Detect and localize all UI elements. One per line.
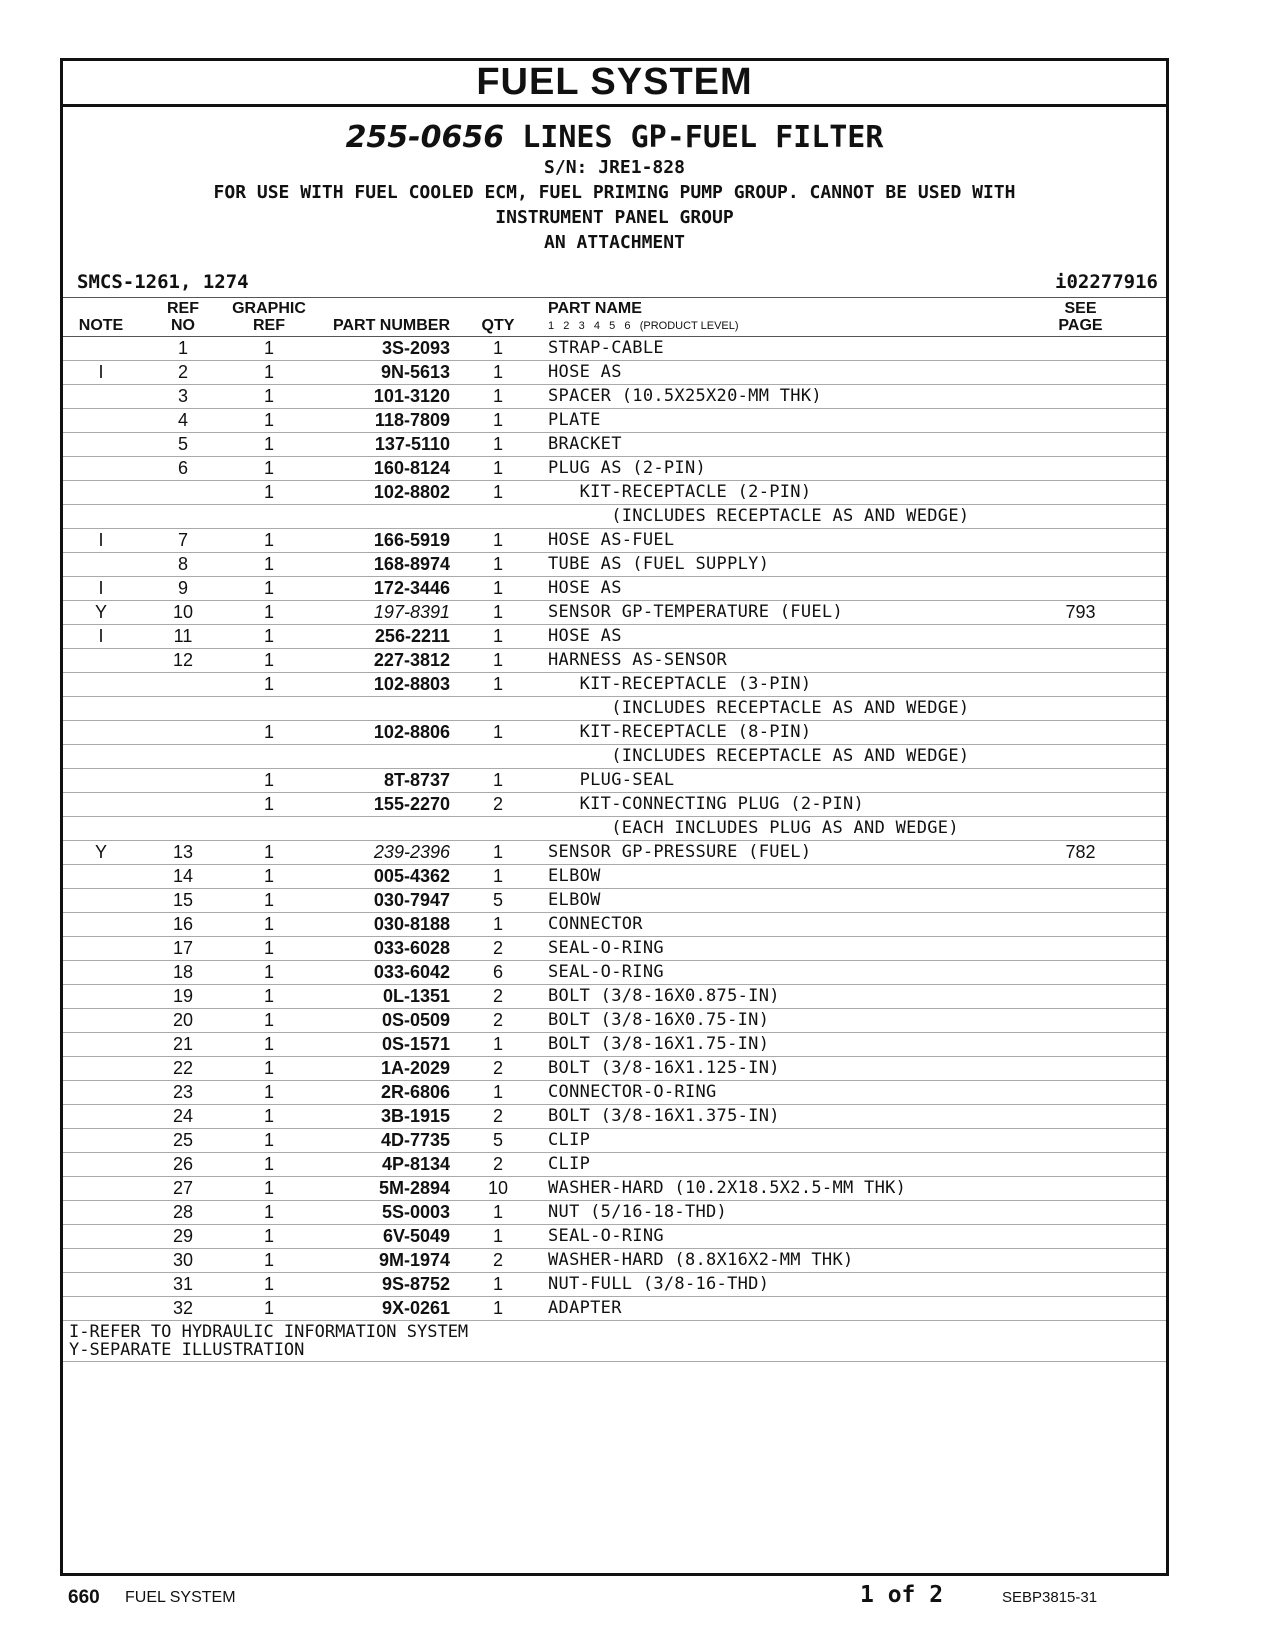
table-row — [63, 1177, 1166, 1201]
group-name: LINES GP-FUEL FILTER — [522, 120, 884, 155]
row-graphic-ref: 1 — [263, 1106, 274, 1126]
description-line-2: INSTRUMENT PANEL GROUP — [495, 207, 734, 228]
row-quantity: 5 — [492, 1130, 503, 1150]
row-part-name: (EACH INCLUDES PLUG AS AND WEDGE) — [548, 818, 959, 838]
row-quantity: 1 — [492, 674, 503, 694]
table-row — [63, 553, 1166, 577]
row-graphic-ref: 1 — [263, 1202, 274, 1222]
row-part-number: 005-4362 — [373, 866, 450, 886]
table-row — [63, 601, 1166, 625]
row-graphic-ref: 1 — [263, 650, 274, 670]
row-graphic-ref: 1 — [263, 1250, 274, 1270]
row-ref-number: 17 — [172, 938, 194, 958]
header-see-bottom: PAGE — [1058, 317, 1103, 334]
row-graphic-ref: 1 — [263, 914, 274, 934]
header-note: NOTE — [78, 317, 124, 334]
table-row — [63, 1105, 1166, 1129]
row-part-name: BOLT (3/8-16X0.75-IN) — [548, 1010, 770, 1030]
row-part-name: BOLT (3/8-16X1.75-IN) — [548, 1034, 770, 1054]
header-part-number: PART NUMBER — [332, 317, 450, 334]
table-row — [63, 793, 1166, 817]
header-ref-bottom: NO — [171, 317, 195, 334]
row-part-number: 168-8974 — [373, 554, 450, 574]
row-quantity: 1 — [492, 482, 503, 502]
row-part-number: 9N-5613 — [380, 362, 450, 382]
row-part-name: TUBE AS (FUEL SUPPLY) — [548, 554, 770, 574]
row-quantity: 1 — [492, 866, 503, 886]
row-part-number: 8T-8737 — [383, 770, 450, 790]
notes-block — [63, 1321, 1166, 1362]
row-note: Y — [94, 842, 107, 862]
row-part-name: SEAL-O-RING — [548, 1226, 664, 1246]
row-part-number: 6V-5049 — [382, 1226, 450, 1246]
row-part-number: 102-8806 — [373, 722, 450, 742]
row-ref-number: 8 — [177, 554, 188, 574]
row-quantity: 1 — [492, 554, 503, 574]
parts-table-body — [63, 337, 1166, 1321]
row-part-name: CONNECTOR — [548, 914, 643, 934]
row-quantity: 2 — [492, 794, 503, 814]
table-row — [63, 361, 1166, 385]
row-graphic-ref: 1 — [263, 722, 274, 742]
row-part-name: ADAPTER — [548, 1298, 622, 1318]
table-row — [63, 649, 1166, 673]
row-note: I — [98, 362, 104, 382]
row-graphic-ref: 1 — [263, 674, 274, 694]
row-part-name: BOLT (3/8-16X1.125-IN) — [548, 1058, 780, 1078]
row-part-name: WASHER-HARD (10.2X18.5X2.5-MM THK) — [548, 1178, 907, 1198]
row-graphic-ref: 1 — [263, 986, 274, 1006]
table-row — [63, 1033, 1166, 1057]
row-part-number: 0L-1351 — [382, 986, 450, 1006]
row-ref-number: 27 — [172, 1178, 194, 1198]
header-ref-top: REF — [167, 300, 199, 317]
row-graphic-ref: 1 — [263, 410, 274, 430]
row-part-number: 3S-2093 — [381, 338, 450, 358]
table-row — [63, 505, 1166, 529]
row-note: I — [98, 578, 104, 598]
row-ref-number: 1 — [177, 338, 188, 358]
row-part-name: WASHER-HARD (8.8X16X2-MM THK) — [548, 1250, 854, 1270]
row-ref-number: 30 — [172, 1250, 194, 1270]
row-ref-number: 4 — [177, 410, 188, 430]
row-quantity: 2 — [492, 1010, 503, 1030]
header-graphic-bottom: REF — [253, 317, 285, 334]
table-row — [63, 1081, 1166, 1105]
row-note: I — [98, 626, 104, 646]
group-title — [63, 121, 1166, 155]
row-see-page: 793 — [1065, 602, 1096, 622]
row-quantity: 1 — [492, 602, 503, 622]
row-ref-number: 15 — [172, 890, 194, 910]
row-ref-number: 31 — [172, 1274, 194, 1294]
row-graphic-ref: 1 — [263, 770, 274, 790]
row-graphic-ref: 1 — [263, 1010, 274, 1030]
row-quantity: 1 — [492, 362, 503, 382]
row-quantity: 5 — [492, 890, 503, 910]
table-row — [63, 1153, 1166, 1177]
row-graphic-ref: 1 — [263, 1034, 274, 1054]
row-part-number: 033-6042 — [373, 962, 450, 982]
group-part-number: 255-0656 — [345, 120, 505, 155]
row-graphic-ref: 1 — [263, 362, 274, 382]
row-part-name: NUT-FULL (3/8-16-THD) — [548, 1274, 770, 1294]
header-see-top: SEE — [1064, 300, 1097, 317]
row-part-number: 3B-1915 — [380, 1106, 450, 1126]
row-quantity: 2 — [492, 1106, 503, 1126]
table-row — [63, 1273, 1166, 1297]
table-row — [63, 673, 1166, 697]
row-ref-number: 21 — [172, 1034, 194, 1054]
row-part-number: 239-2396 — [373, 842, 450, 862]
row-note: I — [98, 530, 104, 550]
row-part-name: (INCLUDES RECEPTACLE AS AND WEDGE) — [548, 746, 970, 766]
row-part-number: 160-8124 — [373, 458, 450, 478]
row-graphic-ref: 1 — [263, 938, 274, 958]
row-part-number: 0S-0509 — [381, 1010, 450, 1030]
row-part-name: HOSE AS — [548, 362, 622, 382]
table-row — [63, 1057, 1166, 1081]
row-graphic-ref: 1 — [263, 626, 274, 646]
row-part-name: SEAL-O-RING — [548, 962, 664, 982]
document-identifier: i02277916 — [1055, 271, 1158, 293]
row-quantity: 1 — [492, 386, 503, 406]
table-row — [63, 769, 1166, 793]
row-ref-number: 7 — [177, 530, 188, 550]
table-row — [63, 337, 1166, 361]
row-graphic-ref: 1 — [263, 434, 274, 454]
table-row — [63, 961, 1166, 985]
row-part-number: 030-8188 — [373, 914, 450, 934]
row-part-number: 5S-0003 — [381, 1202, 450, 1222]
description-line-3: AN ATTACHMENT — [544, 232, 685, 253]
row-part-name: PLUG-SEAL — [548, 770, 675, 790]
row-ref-number: 14 — [172, 866, 194, 886]
row-graphic-ref: 1 — [263, 1058, 274, 1078]
table-row — [63, 1249, 1166, 1273]
row-quantity: 2 — [492, 1250, 503, 1270]
table-header — [63, 297, 1166, 337]
table-row — [63, 721, 1166, 745]
row-quantity: 2 — [492, 1154, 503, 1174]
row-graphic-ref: 1 — [263, 1178, 274, 1198]
row-quantity: 1 — [492, 1082, 503, 1102]
row-quantity: 1 — [492, 914, 503, 934]
note-line-2: Y-SEPARATE ILLUSTRATION — [69, 1340, 305, 1360]
header-part-name: PART NAME — [548, 300, 642, 317]
row-part-name: KIT-RECEPTACLE (3-PIN) — [548, 674, 812, 694]
header-qty: QTY — [481, 317, 515, 334]
row-part-number: 1A-2029 — [380, 1058, 450, 1078]
row-part-name: PLUG AS (2-PIN) — [548, 458, 707, 478]
footer-section: FUEL SYSTEM — [125, 1589, 236, 1606]
row-ref-number: 9 — [177, 578, 188, 598]
row-part-name: SENSOR GP-PRESSURE (FUEL) — [548, 842, 812, 862]
row-quantity: 1 — [492, 842, 503, 862]
row-graphic-ref: 1 — [263, 1274, 274, 1294]
table-row — [63, 913, 1166, 937]
table-row — [63, 1009, 1166, 1033]
row-graphic-ref: 1 — [263, 890, 274, 910]
smcs-row — [63, 267, 1166, 297]
row-graphic-ref: 1 — [263, 962, 274, 982]
table-row — [63, 385, 1166, 409]
row-part-number: 197-8391 — [373, 602, 450, 622]
row-part-number: 9X-0261 — [381, 1298, 450, 1318]
row-ref-number: 6 — [177, 458, 188, 478]
row-part-name: SEAL-O-RING — [548, 938, 664, 958]
row-ref-number: 25 — [172, 1130, 194, 1150]
row-part-number: 2R-6806 — [380, 1082, 450, 1102]
row-part-name: HOSE AS-FUEL — [548, 530, 675, 550]
row-graphic-ref: 1 — [263, 1082, 274, 1102]
row-quantity: 1 — [492, 1202, 503, 1222]
row-graphic-ref: 1 — [263, 578, 274, 598]
table-row — [63, 433, 1166, 457]
row-part-name: CLIP — [548, 1130, 591, 1150]
table-row — [63, 1225, 1166, 1249]
row-part-name: PLATE — [548, 410, 601, 430]
row-part-number: 102-8802 — [373, 482, 450, 502]
row-note: Y — [94, 602, 107, 622]
footer-page-of: 1 of 2 — [860, 1582, 944, 1608]
row-part-name: KIT-CONNECTING PLUG (2-PIN) — [548, 794, 865, 814]
row-graphic-ref: 1 — [263, 794, 274, 814]
row-part-name: HOSE AS — [548, 578, 622, 598]
row-graphic-ref: 1 — [263, 866, 274, 886]
header-product-levels: 1 2 3 4 5 6 (PRODUCT LEVEL) — [548, 320, 739, 332]
row-ref-number: 2 — [177, 362, 188, 382]
row-part-number: 9S-8752 — [381, 1274, 450, 1294]
row-graphic-ref: 1 — [263, 530, 274, 550]
row-part-number: 137-5110 — [374, 434, 450, 454]
row-ref-number: 5 — [177, 434, 188, 454]
note-line-1: I-REFER TO HYDRAULIC INFORMATION SYSTEM — [69, 1322, 469, 1342]
row-part-name: NUT (5/16-18-THD) — [548, 1202, 728, 1222]
table-row — [63, 889, 1166, 913]
row-part-number: 102-8803 — [373, 674, 450, 694]
row-part-name: SENSOR GP-TEMPERATURE (FUEL) — [548, 602, 843, 622]
row-ref-number: 22 — [172, 1058, 194, 1078]
row-ref-number: 10 — [172, 602, 194, 622]
row-part-number: 9M-1974 — [378, 1250, 450, 1270]
row-part-number: 172-3446 — [373, 578, 450, 598]
row-part-name: SPACER (10.5X25X20-MM THK) — [548, 386, 822, 406]
row-graphic-ref: 1 — [263, 482, 274, 502]
row-part-number: 227-3812 — [373, 650, 450, 670]
row-quantity: 1 — [492, 434, 503, 454]
row-quantity: 1 — [492, 578, 503, 598]
row-ref-number: 24 — [172, 1106, 194, 1126]
row-quantity: 1 — [492, 1034, 503, 1054]
row-part-number: 030-7947 — [373, 890, 450, 910]
table-row — [63, 409, 1166, 433]
row-graphic-ref: 1 — [263, 554, 274, 574]
serial-number: S/N: JRE1-828 — [544, 157, 685, 178]
row-part-name: KIT-RECEPTACLE (2-PIN) — [548, 482, 812, 502]
row-quantity: 1 — [492, 722, 503, 742]
table-row — [63, 481, 1166, 505]
row-part-name: ELBOW — [548, 890, 601, 910]
row-part-number: 4D-7735 — [380, 1130, 450, 1150]
row-quantity: 2 — [492, 938, 503, 958]
table-row — [63, 1297, 1166, 1321]
page-frame — [60, 58, 1169, 1576]
row-part-number: 5M-2894 — [378, 1178, 450, 1198]
row-part-name: ELBOW — [548, 866, 601, 886]
row-quantity: 1 — [492, 770, 503, 790]
row-ref-number: 18 — [172, 962, 194, 982]
row-quantity: 1 — [492, 1298, 503, 1318]
row-graphic-ref: 1 — [263, 842, 274, 862]
row-part-name: BOLT (3/8-16X1.375-IN) — [548, 1106, 780, 1126]
section-title: FUEL SYSTEM — [63, 61, 1166, 107]
row-graphic-ref: 1 — [263, 386, 274, 406]
footer-doc-id: SEBP3815-31 — [1002, 1589, 1098, 1606]
row-ref-number: 11 — [173, 626, 193, 646]
row-graphic-ref: 1 — [263, 338, 274, 358]
row-part-name: BRACKET — [548, 434, 622, 454]
row-quantity: 10 — [487, 1178, 509, 1198]
row-part-name: (INCLUDES RECEPTACLE AS AND WEDGE) — [548, 698, 970, 718]
table-row — [63, 457, 1166, 481]
row-graphic-ref: 1 — [263, 602, 274, 622]
page-footer — [0, 1582, 1275, 1612]
table-row — [63, 817, 1166, 841]
table-row — [63, 937, 1166, 961]
row-part-number: 4P-8134 — [381, 1154, 450, 1174]
row-graphic-ref: 1 — [263, 458, 274, 478]
row-ref-number: 19 — [172, 986, 194, 1006]
row-ref-number: 3 — [177, 386, 188, 406]
row-part-number: 101-3120 — [373, 386, 450, 406]
row-part-name: CONNECTOR-O-RING — [548, 1082, 717, 1102]
row-ref-number: 13 — [172, 842, 194, 862]
table-row — [63, 577, 1166, 601]
row-ref-number: 20 — [172, 1010, 194, 1030]
row-quantity: 2 — [492, 1058, 503, 1078]
table-row — [63, 745, 1166, 769]
row-graphic-ref: 1 — [263, 1226, 274, 1246]
row-ref-number: 32 — [172, 1298, 194, 1318]
table-row — [63, 625, 1166, 649]
row-graphic-ref: 1 — [263, 1298, 274, 1318]
row-part-name: HOSE AS — [548, 626, 622, 646]
row-part-name: BOLT (3/8-16X0.875-IN) — [548, 986, 780, 1006]
smcs-code: SMCS-1261, 1274 — [77, 271, 249, 293]
footer-page-number: 660 — [68, 1587, 100, 1608]
row-quantity: 1 — [492, 458, 503, 478]
row-quantity: 6 — [492, 962, 503, 982]
row-quantity: 1 — [492, 338, 503, 358]
table-row — [63, 1129, 1166, 1153]
description-line-1: FOR USE WITH FUEL COOLED ECM, FUEL PRIMING PUMP GROUP. CANNOT BE USED WITH — [213, 182, 1016, 203]
row-part-name: (INCLUDES RECEPTACLE AS AND WEDGE) — [548, 506, 970, 526]
row-part-name: HARNESS AS-SENSOR — [548, 650, 728, 670]
row-graphic-ref: 1 — [263, 1130, 274, 1150]
table-row — [63, 865, 1166, 889]
row-graphic-ref: 1 — [263, 1154, 274, 1174]
table-row — [63, 697, 1166, 721]
row-part-number: 256-2211 — [374, 626, 450, 646]
row-part-number: 118-7809 — [374, 410, 450, 430]
table-row — [63, 985, 1166, 1009]
row-ref-number: 12 — [172, 650, 194, 670]
row-quantity: 1 — [492, 410, 503, 430]
row-part-name: KIT-RECEPTACLE (8-PIN) — [548, 722, 812, 742]
row-part-number: 155-2270 — [373, 794, 450, 814]
row-ref-number: 16 — [172, 914, 194, 934]
row-ref-number: 28 — [172, 1202, 194, 1222]
table-row — [63, 529, 1166, 553]
row-ref-number: 26 — [172, 1154, 194, 1174]
row-part-number: 166-5919 — [373, 530, 450, 550]
table-row — [63, 1201, 1166, 1225]
row-quantity: 1 — [492, 530, 503, 550]
row-part-number: 0S-1571 — [381, 1034, 450, 1054]
row-part-name: CLIP — [548, 1154, 591, 1174]
row-part-number: 033-6028 — [373, 938, 450, 958]
row-ref-number: 29 — [172, 1226, 194, 1246]
table-row — [63, 841, 1166, 865]
row-quantity: 2 — [492, 986, 503, 1006]
row-ref-number: 23 — [172, 1082, 194, 1102]
row-part-name: STRAP-CABLE — [548, 338, 664, 358]
header-graphic-top: GRAPHIC — [232, 300, 306, 317]
row-quantity: 1 — [492, 626, 503, 646]
row-see-page: 782 — [1065, 842, 1096, 862]
row-quantity: 1 — [492, 650, 503, 670]
row-quantity: 1 — [492, 1274, 503, 1294]
row-quantity: 1 — [492, 1226, 503, 1246]
